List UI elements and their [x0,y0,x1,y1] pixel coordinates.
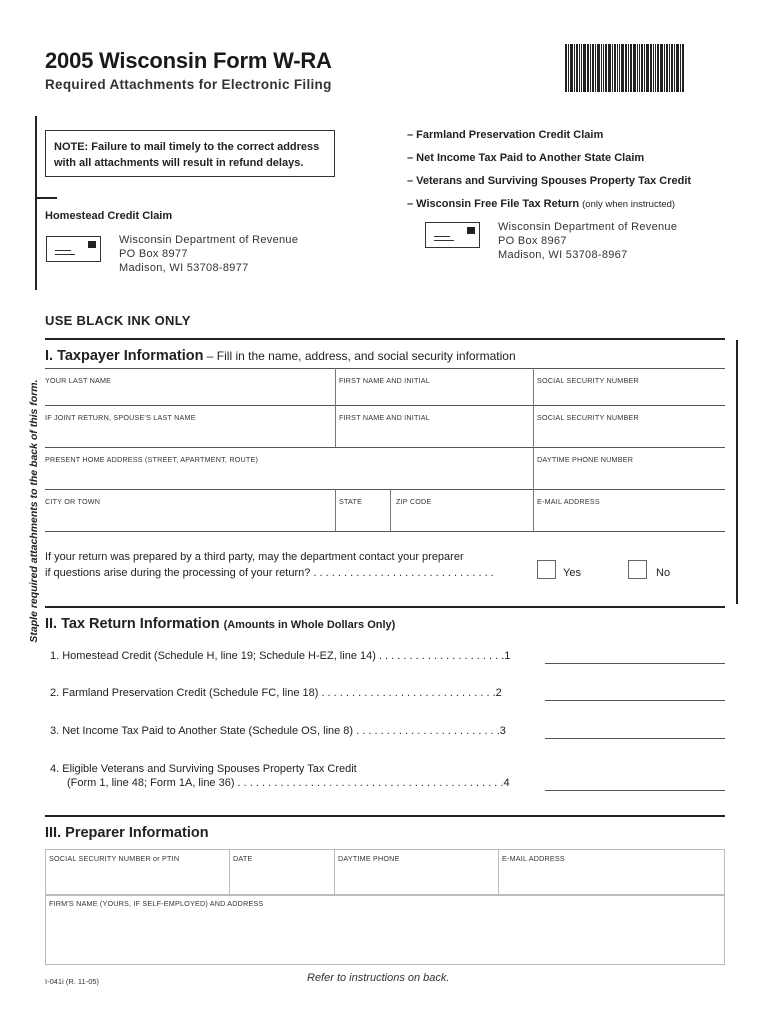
prep-divider [498,849,499,895]
state-label: STATE [339,497,363,506]
section1-title: I. Taxpayer Information [45,348,204,364]
grid-line [45,489,725,490]
spouse-first-name-input[interactable] [337,423,531,445]
grid-divider [335,489,336,531]
prep-date-label: DATE [233,854,253,863]
grid-divider [335,368,336,447]
line-4-amount[interactable] [545,790,725,791]
first-name-label: FIRST NAME AND INITIAL [339,376,430,385]
line-3-amount[interactable] [545,738,725,739]
prep-date-input[interactable] [231,865,332,893]
prep-ssn-label: SOCIAL SECURITY NUMBER or PTIN [49,854,180,863]
prep-divider [334,849,335,895]
claim-free-file-label: – Wisconsin Free File Tax Return [407,198,580,210]
line-4-text-2: (Form 1, line 48; Form 1A, line 36) . . . . . . . . . . . . . . . . . . . . . . . . . . . . . . . . . . . . . . . . . . . .4 [67,777,510,789]
line-3-text: 3. Net Income Tax Paid to Another State (Schedule OS, line 8) . . . . . . . . . . . . . . . . . . . . . . . .3 [50,725,506,737]
address-input[interactable] [45,465,531,487]
form-subtitle: Required Attachments for Electronic Filing [45,77,332,92]
claim-net-income: – Net Income Tax Paid to Another State Claim [407,152,645,164]
grid-line [45,368,725,369]
right-bracket [736,340,738,604]
ink-instruction: USE BLACK INK ONLY [45,313,191,328]
envelope-icon [46,236,101,262]
section1-title-wrap [45,348,516,364]
homestead-address-line: Wisconsin Department of Revenue [119,234,299,246]
homestead-label: Homestead Credit Claim [45,210,173,222]
address-label: PRESENT HOME ADDRESS (STREET, APARTMENT, ROUTE) [45,455,259,464]
prep-email-label: E-MAIL ADDRESS [502,854,565,863]
section1-subtitle: – Fill in the name, address, and social security information [203,349,516,363]
other-claims-address [498,220,677,262]
prep-phone-label: DAYTIME PHONE [338,854,400,863]
email-label: E-MAIL ADDRESS [537,497,600,506]
note-line-1: NOTE: Failure to mail timely to the correct address [54,141,320,153]
spouse-last-name-label: IF JOINT RETURN, SPOUSE'S LAST NAME [45,413,196,422]
line-1-amount[interactable] [545,663,725,664]
other-address-line: Madison, WI 53708-8967 [498,249,628,261]
barcode [565,44,725,92]
other-address-line: Wisconsin Department of Revenue [498,221,678,233]
section2-title: II. Tax Return Information [45,616,220,632]
first-name-input[interactable] [337,385,531,403]
form-number: I-041i (R. 11-05) [45,977,100,986]
homestead-address-line: PO Box 8977 [119,248,188,260]
claim-veterans: – Veterans and Surviving Spouses Property Tax Credit [407,175,692,187]
spouse-first-name-label: FIRST NAME AND INITIAL [339,413,430,422]
margin-bracket [35,116,37,290]
grid-line [45,531,725,532]
envelope-icon [425,222,480,248]
no-checkbox[interactable] [628,560,647,579]
preparer-question-line2: if questions arise during the processing of your return? . . . . . . . . . . . . . . . . . . . . . . . . . . . . . . [45,567,494,579]
preparer-question-line1: If your return was prepared by a third party, may the department contact your preparer [45,551,464,563]
section1-rule [45,338,725,340]
last-name-label: YOUR LAST NAME [45,376,112,385]
claim-free-file-note: (only when instructed) [582,199,676,210]
email-input[interactable] [535,507,725,529]
note-box [45,130,335,177]
line-4-text: 4. Eligible Veterans and Surviving Spouses Property Tax Credit [50,763,357,775]
back-instructions: Refer to instructions on back. [307,972,450,984]
ssn-input[interactable] [535,385,725,403]
no-label: No [656,567,671,579]
yes-checkbox[interactable] [537,560,556,579]
prep-ssn-input[interactable] [47,865,227,893]
other-address-line: PO Box 8967 [498,235,567,247]
claim-free-file [407,198,675,210]
prep-email-input[interactable] [500,865,723,893]
ssn-label: SOCIAL SECURITY NUMBER [537,376,639,385]
margin-tick [35,197,57,199]
side-staple-text: Staple required attachments to the back of this form. [28,379,40,643]
grid-divider [390,489,391,531]
section2-rule [45,606,725,608]
city-input[interactable] [45,507,333,529]
state-input[interactable] [337,507,388,529]
phone-input[interactable] [535,465,725,487]
zip-input[interactable] [392,507,531,529]
zip-label: ZIP CODE [396,497,432,506]
claim-farmland: – Farmland Preservation Credit Claim [407,129,604,141]
yes-label: Yes [563,567,581,579]
homestead-address-line: Madison, WI 53708-8977 [119,262,249,274]
grid-line [45,405,725,406]
last-name-input[interactable] [45,385,333,403]
section2-title-wrap [45,616,395,632]
spouse-ssn-label: SOCIAL SECURITY NUMBER [537,413,639,422]
prep-firm-input[interactable] [47,910,723,963]
prep-firm-label: FIRM'S NAME (YOURS, IF SELF-EMPLOYED) AND ADDRESS [49,899,264,908]
grid-divider [533,368,534,531]
section3-title: III. Preparer Information [45,825,209,841]
line-1-text: 1. Homestead Credit (Schedule H, line 19; Schedule H-EZ, line 14) . . . . . . . . . . . . . . . . . . . . .1 [50,650,511,662]
prep-phone-input[interactable] [336,865,496,893]
section2-subtitle: (Amounts in Whole Dollars Only) [223,619,396,631]
line-2-text: 2. Farmland Preservation Credit (Schedule FC, line 18) . . . . . . . . . . . . . . . . . . . . . . . . . . . . .2 [50,687,502,699]
section3-rule [45,815,725,817]
line-2-amount[interactable] [545,700,725,701]
city-label: CITY OR TOWN [45,497,101,506]
spouse-ssn-input[interactable] [535,423,725,445]
grid-line [45,447,725,448]
homestead-address [119,233,298,275]
prep-divider [229,849,230,895]
spouse-last-name-input[interactable] [45,423,333,445]
note-line-2: with all attachments will result in refund delays. [54,157,304,169]
phone-label: DAYTIME PHONE NUMBER [537,455,634,464]
form-title: 2005 Wisconsin Form W-RA [45,48,332,73]
